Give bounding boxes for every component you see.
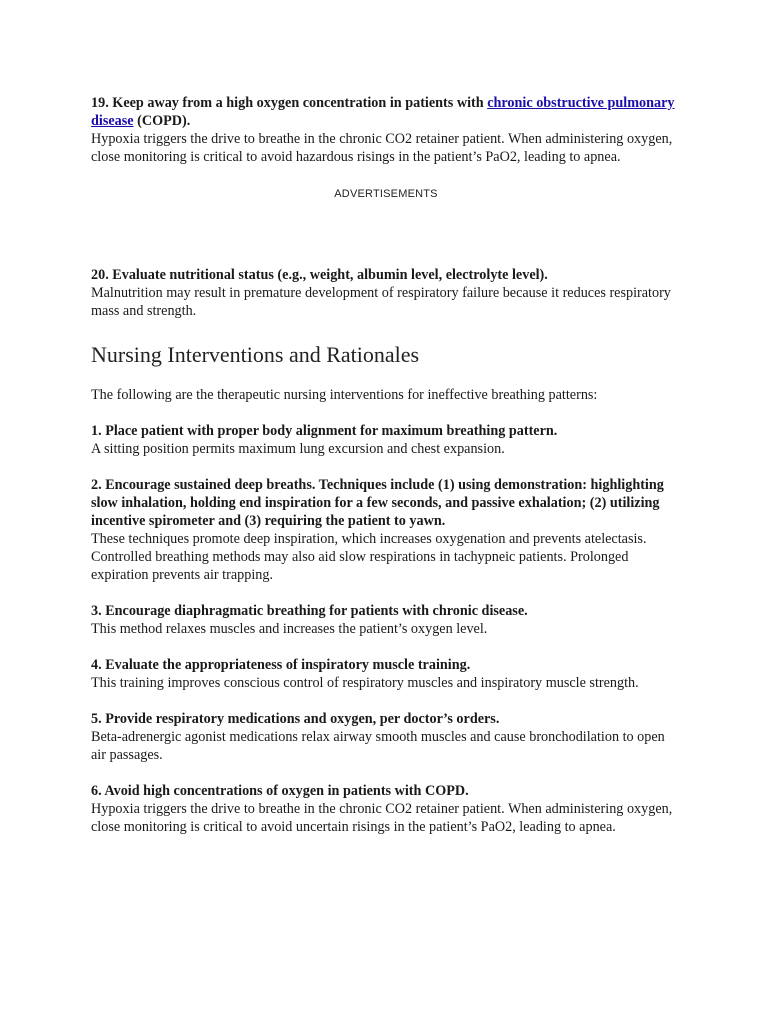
section-intro: The following are the therapeutic nursing interventions for ineffective breathing patterns: <box>91 387 598 403</box>
advertisements-label: ADVERTISEMENTS <box>334 188 438 200</box>
item-20-title: 20. Evaluate nutritional status (e.g., weight, albumin level, electrolyte level). <box>91 267 548 283</box>
intervention-4-title: 4. Evaluate the appropriateness of inspiratory muscle training. <box>91 657 471 673</box>
intervention-1-title: 1. Place patient with proper body alignment for maximum breathing pattern. <box>91 423 558 439</box>
intervention-2 <box>91 476 681 584</box>
section-heading: Nursing Interventions and Rationales <box>91 342 420 367</box>
intervention-5-title: 5. Provide respiratory medications and oxygen, per doctor’s orders. <box>91 711 500 727</box>
intervention-6-rationale: Hypoxia triggers the drive to breathe in the chronic CO2 retainer patient. When administering oxygen, close monitoring is critical to avoid uncertain risings in the patient’s PaO2, leading to apnea. <box>91 801 673 835</box>
item-20 <box>91 266 681 320</box>
intervention-1 <box>91 422 681 458</box>
document-page <box>91 94 681 836</box>
intervention-3-title: 3. Encourage diaphragmatic breathing for patients with chronic disease. <box>91 603 528 619</box>
intervention-4 <box>91 656 681 692</box>
intervention-6-title: 6. Avoid high concentrations of oxygen in patients with COPD. <box>91 783 469 799</box>
intervention-3-rationale: This method relaxes muscles and increases the patient’s oxygen level. <box>91 621 488 637</box>
item-19-title <box>91 94 681 130</box>
intervention-3 <box>91 602 681 638</box>
intervention-5-rationale: Beta-adrenergic agonist medications relax airway smooth muscles and cause bronchodilation to open air passages. <box>91 729 665 763</box>
item-19 <box>91 94 681 166</box>
intervention-4-rationale: This training improves conscious control of respiratory muscles and inspiratory muscle strength. <box>91 675 639 691</box>
item-19-body: Hypoxia triggers the drive to breathe in the chronic CO2 retainer patient. When administering oxygen, close monitoring is critical to avoid hazardous risings in the patient’s PaO2, leading to apnea. <box>91 131 673 165</box>
copd-link[interactable]: chronic obstructive pulmonary disease <box>91 95 675 129</box>
intervention-2-title: 2. Encourage sustained deep breaths. Techniques include (1) using demonstration: highlighting slow inhalation, holding end inspiration for a few seconds, and passive exhalation; (2) utilizing incentive spirometer and (3) requiring the patient to yawn. <box>91 477 664 529</box>
intervention-1-rationale: A sitting position permits maximum lung excursion and chest expansion. <box>91 441 505 457</box>
intervention-6 <box>91 782 681 836</box>
item-19-title-suffix: (COPD). <box>133 113 191 129</box>
intervention-2-rationale: These techniques promote deep inspiration, which increases oxygenation and prevents atelectasis. Controlled breathing methods may also aid slow respirations in tachypneic patients. Prolonged expiration prevents air trapping. <box>91 531 647 583</box>
item-20-body: Malnutrition may result in premature development of respiratory failure because it reduces respiratory mass and strength. <box>91 285 671 319</box>
intervention-5 <box>91 710 681 764</box>
item-19-title-text: 19. Keep away from a high oxygen concentration in patients with <box>91 95 488 111</box>
